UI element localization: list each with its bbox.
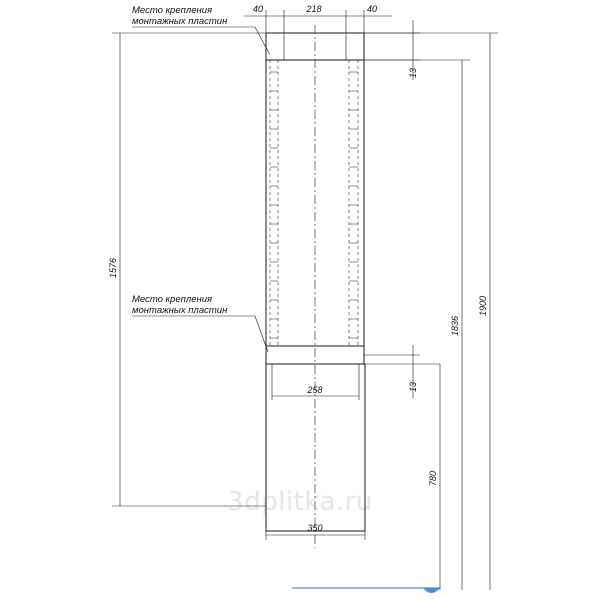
mount-label-bottom-line1: Место крепления bbox=[132, 294, 213, 305]
dim-total-height: 1900 bbox=[478, 295, 488, 316]
inner-width-dimension bbox=[272, 364, 359, 400]
total-height-dimension bbox=[364, 33, 498, 590]
dim-inner-width: 258 bbox=[307, 385, 323, 395]
mount-label-top-line2: монтажных пластин bbox=[132, 16, 228, 27]
dim-total-width: 350 bbox=[307, 523, 323, 533]
dim-top-right: 40 bbox=[366, 4, 378, 14]
dim-top-gap: 13 bbox=[408, 67, 418, 78]
hinge-ticks bbox=[270, 72, 358, 338]
dim-left-height: 1576 bbox=[108, 257, 118, 278]
mid-gap-dimension bbox=[364, 345, 440, 398]
height-to-mount-dimension bbox=[364, 60, 470, 590]
dim-top-middle: 218 bbox=[306, 4, 322, 14]
mount-label-top-line1: Место крепления bbox=[132, 5, 213, 16]
dim-top-left: 40 bbox=[252, 4, 264, 14]
dim-height-to-mount: 1836 bbox=[450, 315, 460, 336]
left-height-dimension bbox=[108, 33, 266, 506]
floor-marker bbox=[423, 588, 440, 593]
dim-mid-gap: 13 bbox=[408, 381, 418, 392]
mount-label-bottom-line2: монтажных пластин bbox=[132, 305, 228, 316]
mount-label-bottom bbox=[132, 294, 268, 352]
top-gap-dimension bbox=[364, 20, 420, 80]
bottom-height-dimension bbox=[428, 364, 440, 590]
mount-label-top bbox=[132, 5, 270, 55]
watermark-text: 3dplitka.ru bbox=[227, 487, 373, 517]
dim-bottom-height: 780 bbox=[428, 470, 438, 486]
